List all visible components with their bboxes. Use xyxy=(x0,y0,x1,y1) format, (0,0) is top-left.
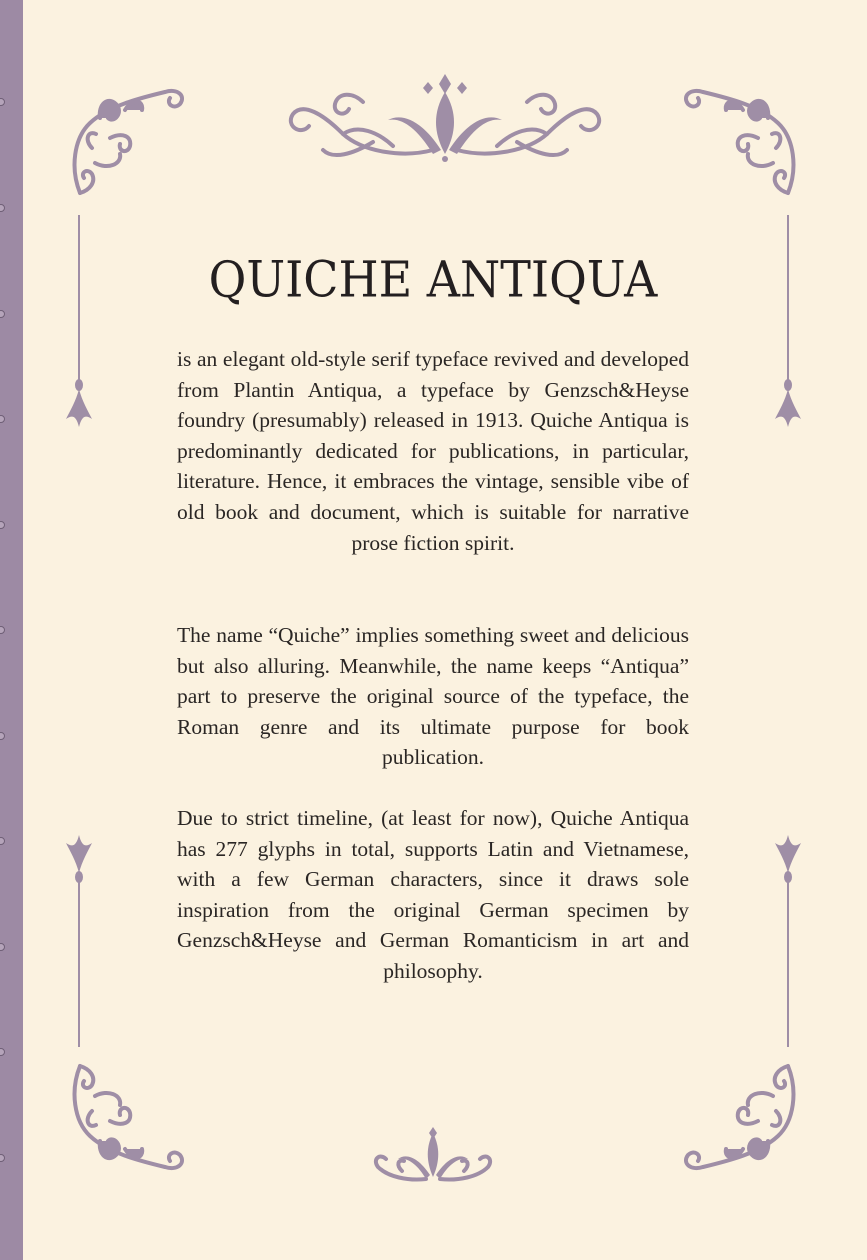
finial-rule-icon xyxy=(66,215,92,430)
finial-rule-icon xyxy=(66,832,92,1047)
binder-hole xyxy=(0,626,5,634)
binder-hole xyxy=(0,1154,5,1162)
corner-flourish-icon xyxy=(70,78,188,196)
binder-hole xyxy=(0,943,5,951)
page-title: QUICHE ANTIQUA xyxy=(208,249,658,309)
name-origin-paragraph: The name “Quiche” implies something sweet and delicious but also alluring. Meanwhile, the name keeps “Antiqua” part to preserve the original source of the typeface, the Roman genre and its ultimate purpose for book publication. xyxy=(177,623,689,770)
glyph-support-paragraph: Due to strict timeline, (at least for now), Quiche Antiqua has 277 glyphs in total, supports Latin and Vietnamese, with a few German characters, since it draws sole inspiration from the original German specimen by Genzsch&Heyse and German Romanticism in art and philosophy. xyxy=(177,806,689,983)
bottom-center-fleuron-icon xyxy=(372,1125,494,1183)
intro-paragraph: is an elegant old-style serif typeface revived and developed from Plantin Antiqua, a typeface by Genzsch&Heyse foundry (presumably) released in 1913. Quiche Antiqua is predominantly dedicated for publications, in particular, literature. Hence, it embraces the vintage, sensible vibe of old book and document, which is suitable for narrative prose fiction spirit. xyxy=(177,347,689,555)
finial-rule-icon xyxy=(775,832,801,1047)
binder-hole xyxy=(0,98,5,106)
binder-hole xyxy=(0,310,5,318)
binder-spine xyxy=(0,0,23,1260)
finial-rule-icon xyxy=(775,215,801,430)
binder-hole xyxy=(0,521,5,529)
binder-hole xyxy=(0,415,5,423)
top-center-flourish-icon xyxy=(283,62,607,162)
binder-hole xyxy=(0,1048,5,1056)
corner-flourish-icon xyxy=(680,78,798,196)
binder-hole xyxy=(0,732,5,740)
corner-flourish-icon xyxy=(680,1063,798,1181)
binder-hole xyxy=(0,204,5,212)
binder-hole xyxy=(0,837,5,845)
corner-flourish-icon xyxy=(70,1063,188,1181)
